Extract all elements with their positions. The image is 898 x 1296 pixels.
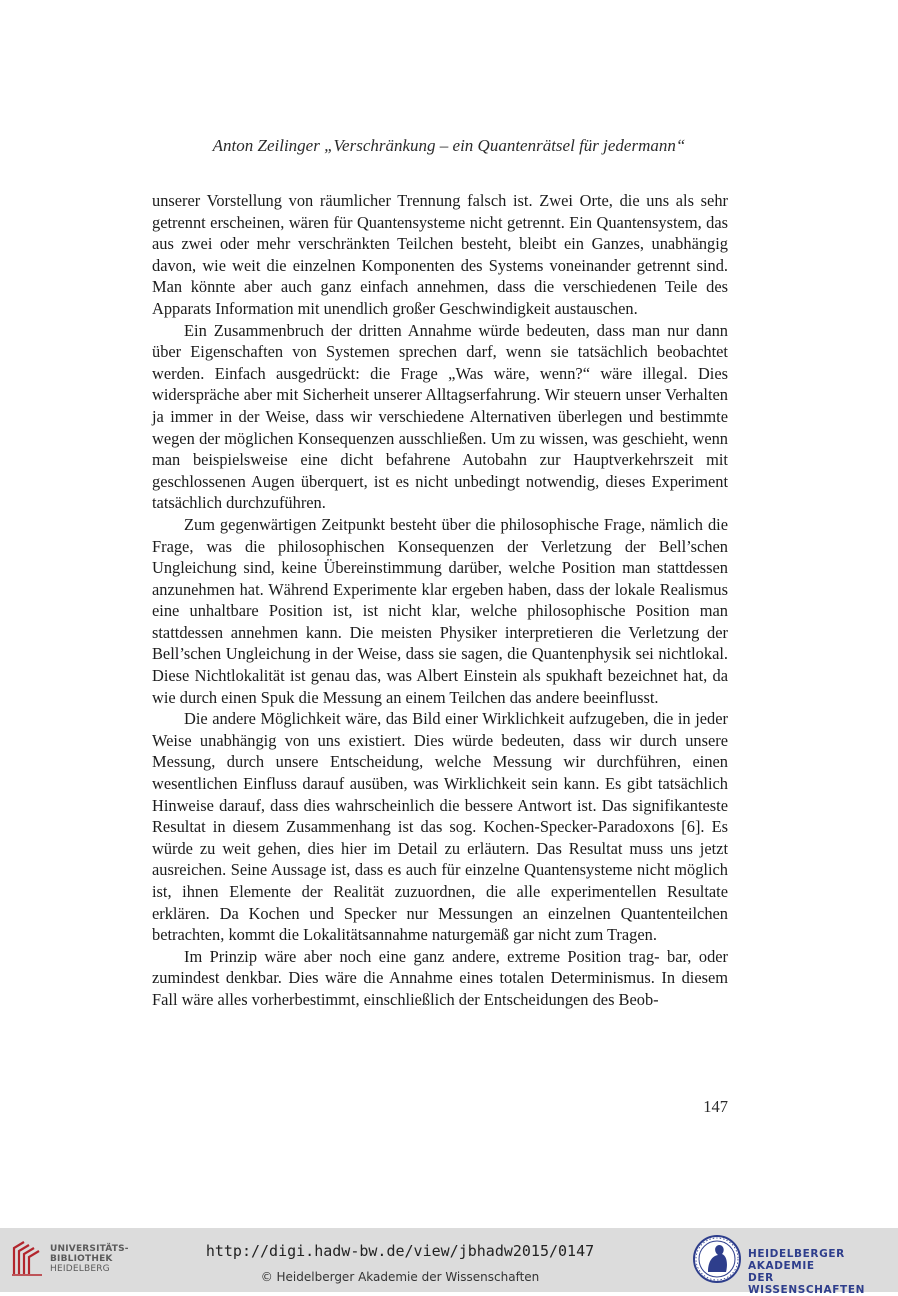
copyright-notice: © Heidelberger Akademie der Wissenschaften: [260, 1270, 540, 1284]
library-logo-line: UNIVERSITÄTS-: [50, 1244, 129, 1254]
library-logo-line: HEIDELBERG: [50, 1264, 110, 1274]
paragraph: Im Prinzip wäre aber noch eine ganz andere, extreme Position trag- bar, oder zumindest denkbar. Dies wäre die Annahme eines totalen Determinismus. In diesem Fall wäre alles vorherbestimmt, einschließlich der Entscheidungen des Beob-: [152, 946, 728, 1009]
academy-logo[interactable]: [692, 1234, 892, 1296]
academy-logo-text: [748, 1248, 892, 1296]
paragraph: unserer Vorstellung von räumlicher Trennung falsch ist. Zwei Orte, die uns als sehr getrennt erscheinen, wären für Quantensysteme nicht getrennt. Ein Quantensystem, das aus zwei oder mehr verschränkten Teilchen besteht, bleibt ein Ganzes, unabhängig davon, wie weit die einzelnen Komponenten des Systems voneinander getrennt sind. Man könnte aber auch ganz einfach annehmen, dass die verschiedenen Teile des Apparats Information mit unendlich großer Geschwindigkeit austauschen.: [152, 191, 728, 318]
library-logo-text: [50, 1244, 129, 1274]
academy-seal-icon: [692, 1234, 742, 1284]
academy-logo-line: DER WISSENSCHAFTEN: [748, 1272, 865, 1296]
permalink-url[interactable]: http://digi.hadw-bw.de/view/jbhadw2015/0147: [205, 1242, 595, 1260]
library-logo[interactable]: [10, 1238, 130, 1278]
footer-bar: [0, 1228, 898, 1296]
paragraph: Die andere Möglichkeit wäre, das Bild einer Wirklichkeit aufzugeben, die in jeder Weise unabhängig von uns existiert. Dies würde bedeuten, dass wir durch unsere Messung, durch unsere Entscheidung, welche Messung wir durchführen, einen wesentlichen Einfluss darauf ausüben, was Wirklichkeit sein kann. Es gibt tatsächlich Hinweise darauf, dass dies wahrscheinlich die bessere Antwort ist. Das signifikanteste Resultat in diesem Zusammenhang ist das sog. Kochen-Specker-Paradoxons [6]. Es würde zu weit gehen, dies hier im Detail zu erläutern. Das Resultat muss uns jetzt ausreichen. Seine Aussage ist, dass es auch für einzelne Quantensysteme nicht möglich ist, ihnen Elemente der Realität zuzuordnen, die alle experimentellen Resultate erklären. Da Kochen und Specker nur Messungen an einzelnen Quantenteilchen betrachten, kommt die Lokalitätsannahme naturgemäß gar nicht zum Tragen.: [152, 709, 728, 945]
library-logo-line: BIBLIOTHEK: [50, 1254, 113, 1264]
academy-logo-line: HEIDELBERGER AKADEMIE: [748, 1248, 845, 1272]
paragraph: Zum gegenwärtigen Zeitpunkt besteht über die philosophische Frage, nämlich die Frage, was die philosophischen Konsequenzen der Verletzung der Bell’schen Ungleichung sind, keine Übereinstimmung darüber, welche Position man stattdessen anzunehmen hat. Während Experimente klar ergeben haben, dass der lokale Realismus eine unhaltbare Position ist, ist nicht klar, welche philosophische Position man stattdessen annehmen kann. Die meisten Physiker interpretieren die Verletzung der Bell’schen Ungleichung in der Weise, dass sie sagen, die Quantenphysik sei nichtlokal. Diese Nichtlokalität ist genau das, was Albert Einstein als spukhaft bezeichnet hat, da wie durch einen Spuk die Messung an einem Teilchen das andere beeinflusst.: [152, 514, 728, 707]
page-number: 147: [703, 1097, 728, 1116]
running-title: Anton Zeilinger „Verschränkung – ein Quantenrätsel für jedermann“: [212, 136, 686, 155]
library-logo-icon: [10, 1238, 46, 1278]
body-text: [152, 190, 728, 1011]
paragraph: Ein Zusammenbruch der dritten Annahme würde bedeuten, dass man nur dann über Eigenschaften von Systemen sprechen darf, wenn sie tatsächlich beobachtet werden. Einfach ausgedrückt: die Frage „Was wäre, wenn?“ wäre illegal. Dies widerspräche aber mit Sicherheit unserer Alltagserfahrung. Wir steuern unser Verhalten ja immer in der Weise, dass wir verschiedene Alternativen überlegen und bestimmte wegen der möglichen Konsequenzen ausschließen. Um zu wissen, was geschieht, wenn man beispielsweise eine dicht befahrene Autobahn zur Hauptverkehrszeit mit geschlossenen Augen überquert, ist es nicht unbedingt notwendig, dieses Experiment tatsächlich durchzuführen.: [152, 320, 728, 513]
